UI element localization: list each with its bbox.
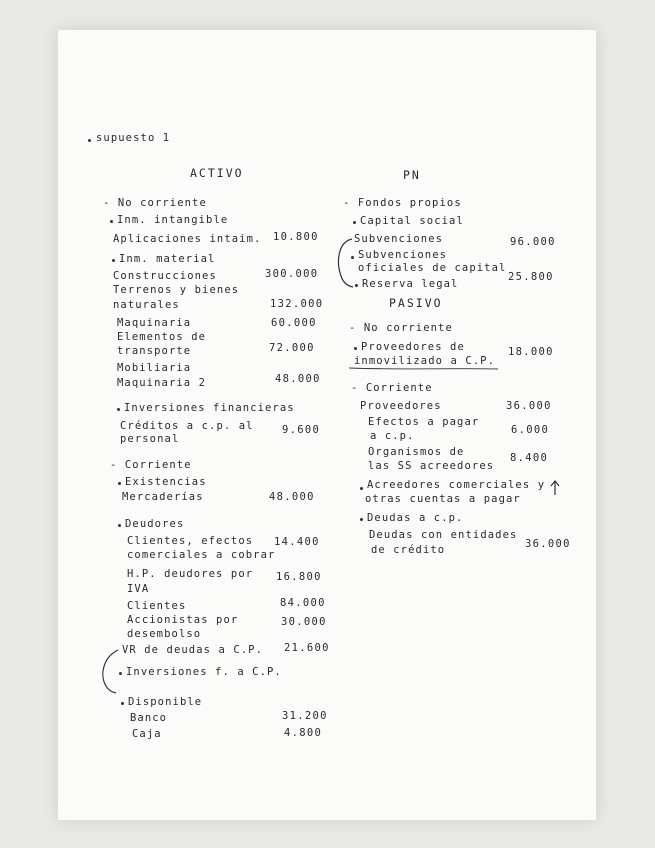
pasivo-item-label: a c.p. [370, 430, 415, 442]
material-item-value: 300.000 [265, 268, 319, 280]
page-heading: supuesto 1 [96, 132, 171, 144]
bullet-dot [117, 408, 120, 411]
deudores-item-label: Clientes, efectos [127, 535, 254, 547]
acreedores-label: Acreedores comerciales y [367, 479, 546, 491]
existencias-label: Mercaderías [122, 491, 204, 503]
deudores-item-label: desembolso [127, 628, 202, 640]
material-item-label: Elementos de [117, 331, 207, 343]
pasivo-item-value: 36.000 [506, 400, 552, 412]
activo-title: ACTIVO [190, 166, 244, 180]
disponible-item-value: 31.200 [282, 710, 328, 722]
bullet-dot [118, 524, 121, 527]
deudores-header: Deudores [125, 518, 185, 530]
pn-item-label: Subvenciones [354, 233, 444, 245]
proveedores-inm-label: Proveedores de [361, 341, 465, 353]
pn-item-value: 96.000 [510, 236, 556, 248]
deudores-item-value: 14.400 [274, 536, 320, 548]
deudores-item-label: H.P. deudores por [127, 568, 254, 580]
deudas-value: 36.000 [525, 538, 571, 550]
disponible-item-label: Banco [130, 712, 168, 724]
material-item-label: Construcciones [113, 270, 217, 282]
pn-item-label: Capital social [360, 215, 464, 227]
intangible-header: Inm. intangible [117, 214, 229, 226]
inversiones-label: personal [120, 433, 180, 445]
vr-deudas-label: VR de deudas a C.P. [122, 644, 264, 656]
existencias-header: Existencias [125, 476, 207, 488]
deudores-item-label: comerciales a cobrar [127, 549, 276, 561]
pn-title: PN [403, 168, 421, 182]
pasivo-item-value: 6.000 [511, 424, 550, 436]
bullet-dot [355, 284, 358, 287]
pn-item-value: 25.800 [508, 271, 554, 283]
material-item-label: Maquinaria [117, 317, 192, 329]
intangible-label: Aplicaciones intaim. [113, 233, 262, 245]
bullet-dot [351, 256, 354, 259]
bullet-dot [353, 221, 356, 224]
inversiones-header: Inversiones financieras [124, 402, 295, 414]
activo-no-corriente: - No corriente [103, 197, 207, 209]
pasivo-item-label: las SS acreedores [368, 460, 495, 472]
pasivo-item-label: Proveedores [360, 400, 442, 412]
deudores-item-label: IVA [127, 583, 150, 595]
material-item-value: 72.000 [269, 342, 315, 354]
arrow-up-icon [551, 481, 559, 495]
existencias-value: 48.000 [269, 491, 315, 503]
bracket-arrow-pn [339, 239, 353, 287]
inversiones-label: Créditos a c.p. al [120, 420, 254, 432]
fondos-propios: - Fondos propios [343, 197, 462, 209]
bullet-dot [119, 672, 122, 675]
disponible-item-value: 4.800 [284, 727, 323, 739]
bullet-dot [118, 482, 121, 485]
deudores-item-label: Clientes [127, 600, 187, 612]
material-item-value: 60.000 [271, 317, 317, 329]
bullet-dot [121, 702, 124, 705]
bracket-arrow-vr [103, 650, 118, 693]
vr-deudas-value: 21.600 [284, 642, 330, 654]
inversiones-cp-label: Inversiones f. a C.P. [126, 666, 282, 678]
deudas-label: de crédito [371, 544, 446, 556]
acreedores-label: otras cuentas a pagar [365, 493, 521, 505]
material-item-label: Mobiliaria [117, 362, 192, 374]
deudores-item-label: Accionistas por [127, 614, 239, 626]
material-item-label: naturales [113, 299, 180, 311]
material-header: Inm. material [119, 253, 216, 265]
material-item-label: Terrenos y bienes [113, 284, 240, 296]
pasivo-corriente: - Corriente [351, 382, 433, 394]
material-item-label: transporte [117, 345, 192, 357]
pn-item-label: oficiales de capital [358, 262, 507, 274]
bullet-dot [354, 347, 357, 350]
activo-corriente: - Corriente [110, 459, 192, 471]
deudores-item-value: 30.000 [281, 616, 327, 628]
pn-item-label: Subvenciones [358, 249, 448, 261]
pasivo-no-corriente: - No corriente [349, 322, 453, 334]
bullet-dot [360, 518, 363, 521]
inversiones-value: 9.600 [282, 424, 321, 436]
deudores-item-value: 84.000 [280, 597, 326, 609]
material-item-value: 132.000 [270, 298, 324, 310]
proveedores-inm-label: inmovilizado a C.P. [354, 355, 496, 367]
underline-proveedores [349, 368, 498, 369]
pasivo-item-label: Organismos de [368, 446, 465, 458]
bullet-dot [360, 487, 363, 490]
deudores-item-value: 16.800 [276, 571, 322, 583]
bullet-dot [88, 139, 91, 142]
material-item-value: 48.000 [275, 373, 321, 385]
bullet-dot [112, 259, 115, 262]
bullet-dot [110, 220, 113, 223]
intangible-value: 10.800 [273, 231, 319, 243]
disponible-header: Disponible [128, 696, 203, 708]
deudas-label: Deudas con entidades [369, 529, 518, 541]
proveedores-inm-value: 18.000 [508, 346, 554, 358]
deudas-header: Deudas a c.p. [367, 512, 464, 524]
pn-item-label: Reserva legal [362, 278, 459, 290]
disponible-item-label: Caja [132, 728, 162, 740]
pasivo-item-value: 8.400 [510, 452, 549, 464]
material-item-label: Maquinaria 2 [117, 377, 207, 389]
pasivo-item-label: Efectos a pagar [368, 416, 480, 428]
pasivo-title: PASIVO [389, 296, 443, 310]
